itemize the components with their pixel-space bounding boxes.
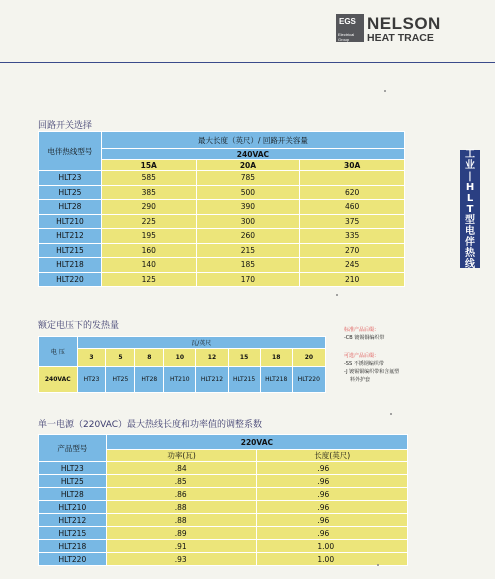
optional-suffix-item: -J 镀锡铜编织带和含氟塑 [344,369,400,375]
model-cell: HLT215 [228,367,260,393]
row-header: 电伴热线型号 [39,132,102,171]
value-cell: 390 [196,200,300,215]
model-cell: HLT25 [39,185,102,200]
egs-logo-box [336,14,364,42]
optional-suffix-item: -SS 不锈钢编织带 [344,361,384,367]
model-cell: HLT218 [260,367,292,393]
table-row [39,214,405,229]
value-cell: 585 [101,171,196,186]
model-cell: HT25 [106,367,135,393]
side-tab-char: 热 [465,247,475,259]
model-cell: HT28 [135,367,164,393]
speck [336,294,338,296]
voltage-header: 220VAC [106,435,407,450]
power-cell: .91 [106,540,257,553]
voltage-header: 240VAC [101,149,404,160]
optional-suffix-item: 料外护套 [350,377,371,383]
power-cell: .88 [106,514,257,527]
side-tab-char: 业 [465,159,475,171]
side-tab-char: T [466,203,474,215]
table-row [39,367,326,393]
value-cell: 210 [300,272,405,287]
egs-text: EGS [339,17,356,26]
table-row [39,200,405,215]
side-tab [460,150,480,268]
value-cell: 125 [101,272,196,287]
column-header: 20A [196,160,300,171]
value-cell: 335 [300,229,405,244]
row-header: 产品型号 [39,435,107,462]
speck [377,564,379,566]
section-title-adjustment: 单一电源（220VAC）最大热线长度和功率值的调整系数 [38,420,263,430]
section-title-circuit-breaker: 回路开关选择 [38,121,93,131]
table-row [39,540,408,553]
length-cell: 1.00 [257,540,408,553]
column-header: 30A [300,160,405,171]
power-cell: .89 [106,527,257,540]
table-row [39,514,408,527]
watt-header: 8 [135,349,164,367]
voltage-cell: 240VAC [39,367,78,393]
row-header: 电 压 [39,337,78,367]
value-cell: 185 [196,258,300,273]
value-cell: 290 [101,200,196,215]
value-cell: 195 [101,229,196,244]
watt-header: 12 [196,349,228,367]
power-cell: .86 [106,488,257,501]
heat-output-table [38,336,326,393]
model-cell: HLT215 [39,243,102,258]
value-cell: 215 [196,243,300,258]
length-cell: .96 [257,475,408,488]
value-cell [300,171,405,186]
length-column-header: 长度(英尺) [257,450,408,462]
table-row [39,553,408,566]
table-row [39,501,408,514]
power-cell: .93 [106,553,257,566]
value-cell: 245 [300,258,405,273]
table-row [39,527,408,540]
watt-header: 15 [228,349,260,367]
model-cell: HLT25 [39,475,107,488]
power-cell: .88 [106,501,257,514]
brand-tagline: HEAT TRACE [367,32,434,44]
side-tab-char: H [465,181,475,193]
watt-header: 20 [292,349,325,367]
egs-subtext: Electrical Group [338,32,355,42]
power-cell: .85 [106,475,257,488]
value-cell: 460 [300,200,405,215]
power-column-header: 功率(瓦) [106,450,257,462]
model-cell: HLT218 [39,258,102,273]
length-cell: .96 [257,488,408,501]
value-cell: 500 [196,185,300,200]
value-cell: 160 [101,243,196,258]
value-cell: 140 [101,258,196,273]
top-header: 最大长度（英尺）/ 回路开关容量 [101,132,404,149]
model-cell: HLT220 [39,553,107,566]
value-cell: 375 [300,214,405,229]
table-row [39,258,405,273]
length-cell: .96 [257,462,408,475]
table-row [39,185,405,200]
length-cell: .96 [257,527,408,540]
table-row [39,272,405,287]
value-cell: 260 [196,229,300,244]
side-tab-char: | [468,170,472,182]
value-cell: 385 [101,185,196,200]
model-cell: HLT28 [39,488,107,501]
side-tab-char: 工 [465,148,475,160]
standard-suffix-title: 标准产品后缀： [344,327,380,333]
model-cell: HLT23 [39,462,107,475]
value-cell: 270 [300,243,405,258]
model-cell: HLT212 [196,367,228,393]
length-cell: 1.00 [257,553,408,566]
watt-header: 18 [260,349,292,367]
standard-suffix-item: -CB 镀锡铜编织带 [344,335,385,341]
circuit-breaker-table [38,131,405,287]
value-cell: 170 [196,272,300,287]
table-row [39,462,408,475]
model-cell: HT23 [77,367,106,393]
model-cell: HT210 [164,367,196,393]
watt-header: 3 [77,349,106,367]
optional-suffix-title: 可选产品后缀： [344,353,380,359]
model-cell: HLT212 [39,514,107,527]
table-row [39,475,408,488]
value-cell: 300 [196,214,300,229]
model-cell: HLT28 [39,200,102,215]
column-header: 15A [101,160,196,171]
unit-header: 瓦/英尺 [77,337,325,349]
model-cell: HLT210 [39,214,102,229]
table-row [39,171,405,186]
length-cell: .96 [257,501,408,514]
header-divider [0,62,495,63]
suffix-notes [344,326,454,384]
side-tab-char: 电 [465,225,475,237]
power-cell: .84 [106,462,257,475]
side-tab-char: 线 [465,258,475,270]
table-row [39,488,408,501]
model-cell: HLT218 [39,540,107,553]
table-row [39,243,405,258]
speck [390,413,392,415]
value-cell: 620 [300,185,405,200]
value-cell: 225 [101,214,196,229]
model-cell: HLT210 [39,501,107,514]
section-title-heat-output: 额定电压下的发热量 [38,321,120,331]
value-cell: 785 [196,171,300,186]
adjustment-table [38,434,408,566]
model-cell: HLT220 [39,272,102,287]
watt-header: 5 [106,349,135,367]
nelson-logo [336,14,446,46]
side-tab-char: L [466,192,474,204]
model-cell: HLT220 [292,367,325,393]
speck [384,90,386,92]
side-tab-char: 伴 [465,236,475,248]
model-cell: HLT215 [39,527,107,540]
watt-header: 10 [164,349,196,367]
length-cell: .96 [257,514,408,527]
model-cell: HLT23 [39,171,102,186]
table-row [39,229,405,244]
brand-name: NELSON [367,14,441,33]
side-tab-char: 型 [465,214,475,226]
model-cell: HLT212 [39,229,102,244]
